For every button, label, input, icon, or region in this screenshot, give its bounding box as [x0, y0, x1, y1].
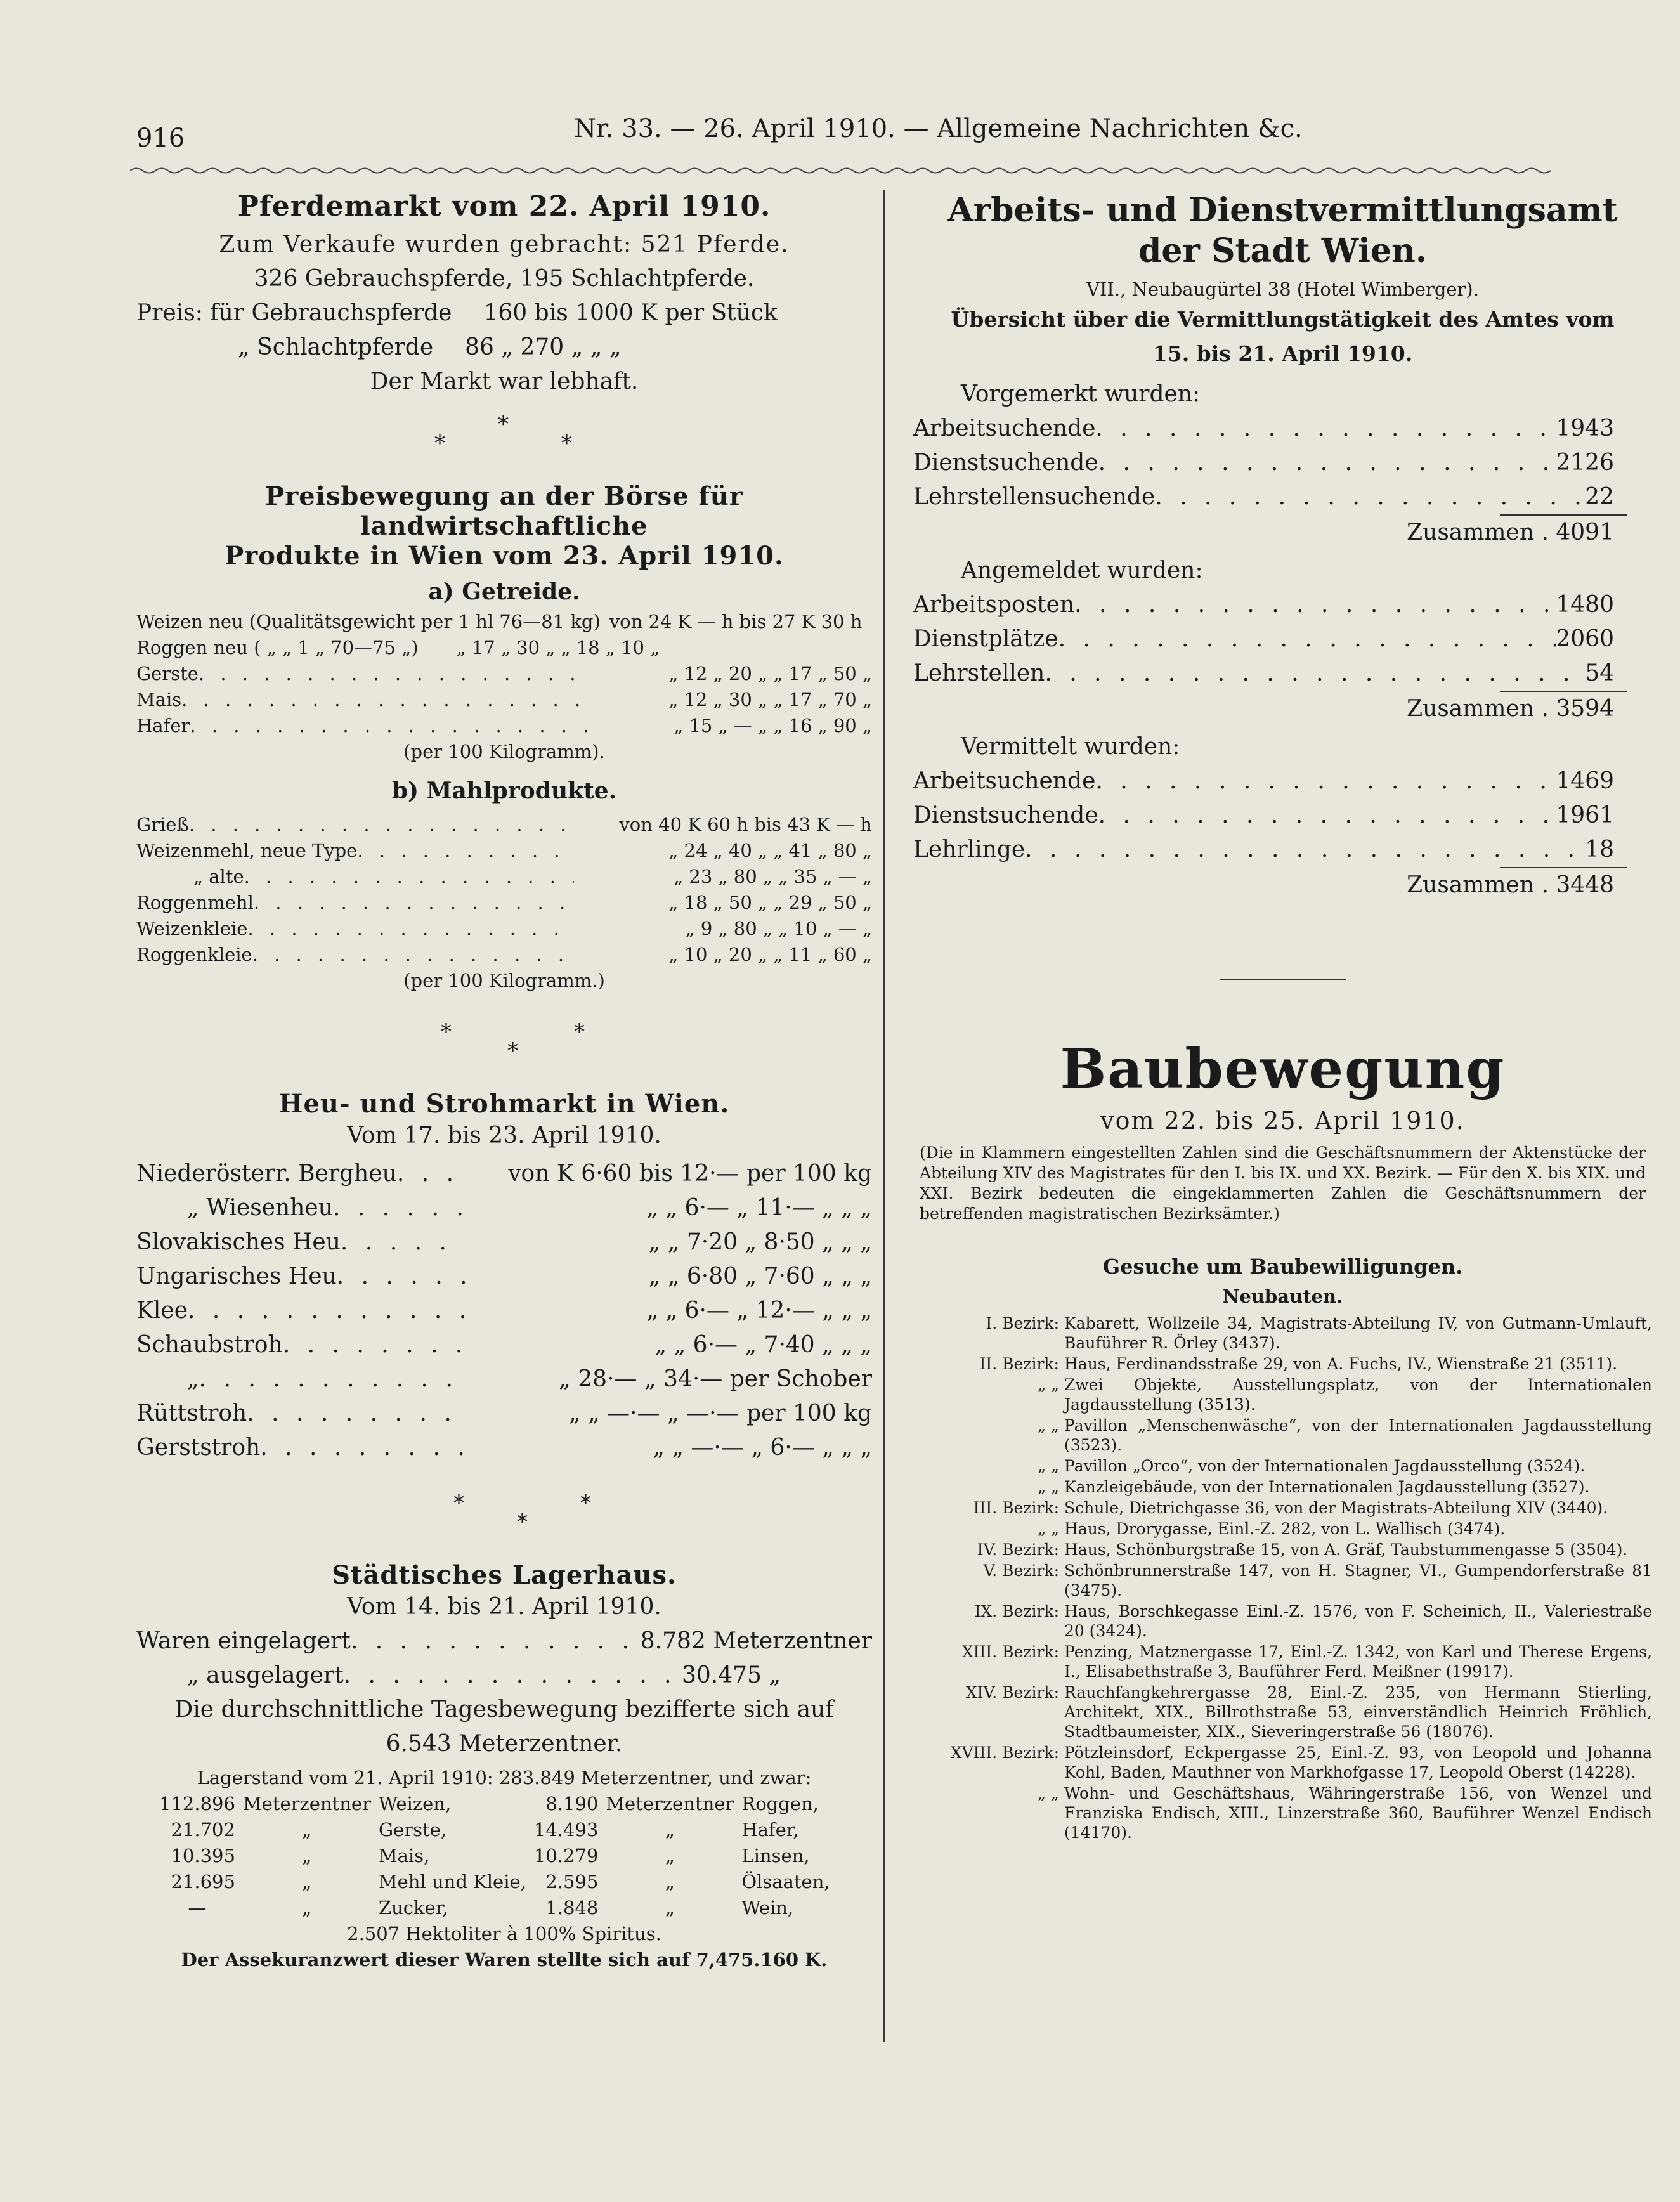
list-item: Lehrstellen . . . 54: [913, 656, 1652, 691]
list-item: Lehrstellensuchende . . . 22: [913, 480, 1652, 514]
table-row: 10.395 „ Mais, 10.279 „ Linsen,: [171, 1845, 810, 1866]
header-wavy-rule: [130, 166, 1551, 175]
table-row: Niederösterr. Bergheu . . . von K 6·60 bis 12·— per 100 kg: [136, 1157, 872, 1191]
boerse-heading-1: Preisbewegung an der Börse für landwirtschaftliche: [265, 481, 743, 541]
list-item: XVIII. Bezirk: Pötzleinsdorf, Eckpergasse 25, Einl.-Z. 93, von Leopold und Johanna Kohl, Baden, Mauthner von Markhofgasse 17, Leopold Oberst (14228).: [950, 1743, 1652, 1782]
table-row: Grieß . . . von 40 K 60 h bis 43 K — h: [136, 812, 872, 838]
gesuche-heading: Gesuche um Baubewilligungen.: [1102, 1254, 1463, 1279]
baubewegung-note: (Die in Klammern eingestellten Zahlen sind die Geschäftsnummern der Aktenstücke der Abteilung XIV des Magistrates für den I. bis IX. und XX. Bezirk. — Für den X. bis XIX. und XXI. Bezirk bedeuten die eingeklammerten Zahlen die Geschäftsnummern der betreffenden magistratischen Bezirksämter.): [920, 1143, 1646, 1223]
group-title: Angemeldet wurden:: [961, 557, 1203, 583]
boerse-sub-a: a) Getreide.: [428, 578, 580, 605]
lagerhaus-table: [155, 1791, 834, 1921]
list-item: Dienstplätze . . . 2060: [913, 622, 1652, 656]
price2-value: 86 „ 270 „ „ „: [465, 334, 622, 360]
list-item: XIV. Bezirk: Rauchfangkehrergasse 28, Einl.-Z. 235, von Hermann Stierling, Architekt, XIX., Billrothstraße 53, einverständlich Heinrich Fröhlich, Stadtbaumeister, XIX., Sieveringerstraße 56 (18076).: [965, 1683, 1652, 1741]
table-row: „ . . . „ 28·— „ 34·— per Schober: [136, 1362, 872, 1397]
baubewegung-heading: Baubewegung: [1060, 1037, 1506, 1101]
arbeitsamt-section: [913, 190, 1652, 902]
lagerhaus-spiritus: 2.507 Hektoliter à 100% Spiritus.: [347, 1923, 661, 1945]
page-number: 916: [136, 124, 185, 153]
pferdemarkt-price2: [238, 330, 872, 365]
baubewegung-section: [913, 1038, 1652, 1842]
pferdemarkt-section: [136, 190, 872, 399]
list-item: IX. Bezirk: Haus, Borschkegasse Einl.-Z. 1576, von F. Scheinich, II., Valeriestraße 20 (3424).: [974, 1602, 1652, 1640]
heu-section: [136, 1089, 872, 1465]
table-row: Slovakisches Heu . . . „ „ 7·20 „ 8·50 „ „ „: [136, 1225, 872, 1260]
lagerhaus-heading: Städtisches Lagerhaus.: [332, 1560, 677, 1590]
bezirk-entries: [913, 1313, 1652, 1842]
list-item: „ „ Pavillon „Menschenwäsche“, von der Internationalen Jagdausstellung (3523).: [1038, 1416, 1652, 1454]
table-row: Gerststroh . . . „ „ —·— „ 6·— „ „ „: [136, 1431, 872, 1465]
pferdemarkt-heading: Pferdemarkt vom 22. April 1910.: [237, 190, 771, 223]
table-row: „ alte . . . „ 23 „ 80 „ „ 35 „ — „: [136, 864, 872, 890]
lagerhaus-out: „ ausgelagert . . . 30.475 „: [136, 1658, 872, 1693]
separator-stars: * * *: [453, 1490, 591, 1535]
table-row: Schaubstroh . . . „ „ 6·— „ 7·40 „ „ „: [136, 1328, 872, 1362]
getreide-list: [136, 609, 872, 739]
boerse-heading-2: Produkte in Wien vom 23. April 1910.: [225, 541, 784, 571]
boerse-note-a: (per 100 Kilogramm).: [403, 741, 605, 762]
arbeitsamt-group-3: [913, 730, 1652, 902]
group-sum: Zusammen . 3594: [1407, 696, 1614, 722]
list-item: IV. Bezirk: Haus, Schönburgstraße 15, von A. Gräf, Taubstummengasse 5 (3504).: [977, 1541, 1628, 1559]
lagerhaus-assekuranz: Der Assekuranzwert dieser Waren stellte sich auf 7,475.160 K.: [181, 1949, 828, 1971]
right-column: [913, 190, 1652, 1844]
list-item: Arbeitsuchende . . . 1943: [913, 412, 1652, 446]
separator-stars: * * *: [434, 412, 572, 456]
list-item: „ „ Pavillon „Orco“, von der Internationalen Jagdausstellung (3524).: [1038, 1457, 1586, 1475]
table-row: Weizenmehl, neue Type . . . „ 24 „ 40 „ „ 41 „ 80 „: [136, 838, 872, 864]
pferdemarkt-price1: [136, 296, 872, 330]
section-divider: [1220, 979, 1346, 980]
group-title: Vermittelt wurden:: [961, 734, 1180, 760]
table-row: Weizen neu (Qualitätsgewicht per 1 hl 76—81 kg) von 24 K — h bis 27 K 30 h: [136, 611, 863, 632]
list-item: III. Bezirk: Schule, Dietrichgasse 36, von der Magistrats-Abteilung XIV (3440).: [973, 1499, 1608, 1517]
list-item: II. Bezirk: Haus, Ferdinandsstraße 29, von A. Fuchs, IV., Wienstraße 21 (3511).: [979, 1355, 1618, 1373]
arbeitsamt-heading-1: Arbeits- und Dienstvermittlungsamt: [947, 191, 1618, 230]
price2-label: „ Schlachtpferde: [238, 334, 434, 360]
lagerhaus-stand: Lagerstand vom 21. April 1910: 283.849 Meterzentner, und zwar:: [197, 1767, 812, 1788]
mahl-list: [136, 812, 872, 968]
table-row: Klee . . . „ „ 6·— „ 12·— „ „ „: [136, 1294, 872, 1328]
table-row: Ungarisches Heu . . . „ „ 6·80 „ 7·60 „ „ „: [136, 1260, 872, 1294]
list-item: Dienstsuchende . . . 2126: [913, 446, 1652, 480]
table-row: Gerste . . . „ 12 „ 20 „ „ 17 „ 50 „: [136, 661, 872, 687]
separator-stars: * * *: [441, 1019, 585, 1064]
arbeitsamt-address: VII., Neubaugürtel 38 (Hotel Wimberger).: [1086, 278, 1479, 300]
table-row: „ Wiesenheu . . . „ „ 6·— „ 11·— „ „ „: [136, 1191, 872, 1225]
pferdemarkt-line2: 326 Gebrauchspferde, 195 Schlachtpferde.: [254, 266, 755, 292]
table-row: Roggenkleie . . . „ 10 „ 20 „ „ 11 „ 60 „: [136, 942, 872, 968]
boerse-sub-b: b) Mahlprodukte.: [391, 778, 617, 804]
heu-sub: Vom 17. bis 23. April 1910.: [347, 1123, 661, 1149]
table-row: 21.695 „ Mehl und Kleie, 2.595 „ Ölsaaten,: [171, 1871, 830, 1893]
arbeitsamt-sub-2: 15. bis 21. April 1910.: [1152, 341, 1413, 366]
table-row: Weizenkleie . . . „ 9 „ 80 „ „ 10 „ — „: [136, 916, 872, 942]
boerse-section: [136, 481, 872, 994]
table-row: Rüttstroh . . . „ „ —·— „ —·— per 100 kg: [136, 1397, 872, 1431]
lagerhaus-section: [136, 1560, 872, 1973]
pferdemarkt-line1: Zum Verkaufe wurden gebracht: 521 Pferde.: [219, 231, 790, 257]
table-row: Roggenmehl . . . „ 18 „ 50 „ „ 29 „ 50 „: [136, 890, 872, 916]
table-row: Roggen neu ( „ „ 1 „ 70—75 „) „ 17 „ 30 „ „ 18 „ 10 „: [136, 637, 660, 658]
baubewegung-sub: vom 22. bis 25. April 1910.: [1100, 1107, 1465, 1135]
arbeitsamt-heading-2: der Stadt Wien.: [1138, 231, 1427, 270]
group-title: Vorgemerkt wurden:: [961, 381, 1201, 407]
heu-list: [136, 1157, 872, 1465]
group-sum: Zusammen . 3448: [1407, 872, 1614, 898]
arbeitsamt-group-2: [913, 554, 1652, 726]
list-item: „ „ Haus, Drorygasse, Einl.-Z. 282, von L. Wallisch (3474).: [1038, 1520, 1506, 1538]
column-divider: [883, 190, 885, 2042]
list-item: „ „ Kanzleigebäude, von der Internationalen Jagdausstellung (3527).: [1038, 1478, 1590, 1496]
heu-heading: Heu- und Strohmarkt in Wien.: [278, 1089, 730, 1119]
price1-value: 160 bis 1000 K per Stück: [483, 300, 778, 326]
left-column: [136, 190, 872, 1973]
table-row: 112.896 Meterzentner Weizen, 8.190 Meterzentner Roggen,: [159, 1793, 819, 1814]
lagerhaus-text1: Die durchschnittliche Tagesbewegung bezifferte sich auf: [174, 1697, 834, 1723]
table-row: 21.702 „ Gerste, 14.493 „ Hafer,: [171, 1819, 799, 1840]
boerse-note-b: (per 100 Kilogramm.): [403, 970, 605, 991]
neubauten-heading: Neubauten.: [1222, 1286, 1343, 1307]
list-item: Lehrlinge . . . 18: [913, 833, 1652, 867]
list-item: Arbeitsposten . . . 1480: [913, 588, 1652, 622]
list-item: I. Bezirk: Kabarett, Wollzeile 34, Magistrats-Abteilung IV, von Gutmann-Umlauft, Bauführer R. Örley (3437).: [986, 1314, 1652, 1352]
lagerhaus-sub: Vom 14. bis 21. April 1910.: [347, 1594, 661, 1620]
group-sum: Zusammen . 4091: [1407, 519, 1614, 545]
table-row: — „ Zucker, 1.848 „ Wein,: [188, 1897, 794, 1919]
list-item: Dienstsuchende . . . 1961: [913, 798, 1652, 833]
price1-label: Preis: für Gebrauchspferde: [136, 300, 452, 326]
list-item: „ „ Zwei Objekte, Ausstellungsplatz, von der Internationalen Jagdausstellung (3513).: [1038, 1376, 1652, 1414]
list-item: „ „ Wohn- und Geschäftshaus, Währingerstraße 156, von Wenzel und Franziska Endisch, XIII., Linzerstraße 360, Bauführer Wenzel Endisch (14170).: [1038, 1784, 1652, 1842]
table-row: Mais . . . „ 12 „ 30 „ „ 17 „ 70 „: [136, 687, 872, 713]
list-item: V. Bezirk: Schönbrunnerstraße 147, von H. Stagner, VI., Gumpendorferstraße 81 (3475).: [983, 1561, 1652, 1599]
list-item: Arbeitsuchende . . . 1469: [913, 764, 1652, 798]
arbeitsamt-sub-1: Übersicht über die Vermittlungstätigkeit des Amtes vom: [951, 307, 1615, 332]
lagerhaus-in: Waren eingelagert . . . 8.782 Meterzentner: [136, 1624, 872, 1658]
running-title: Nr. 33. — 26. April 1910. — Allgemeine Nachrichten &c.: [574, 114, 1303, 143]
list-item: XIII. Bezirk: Penzing, Matznergasse 17, Einl.-Z. 1342, von Karl und Therese Ergens, I., Elisabethstraße 3, Bauführer Ferd. Meißner (19917).: [961, 1643, 1652, 1681]
page-header: [136, 108, 1544, 159]
arbeitsamt-group-1: [913, 377, 1652, 550]
table-row: Hafer . . . „ 15 „ — „ „ 16 „ 90 „: [136, 713, 872, 739]
lagerhaus-text2: 6.543 Meterzentner.: [386, 1731, 623, 1757]
pferdemarkt-line3: Der Markt war lebhaft.: [370, 368, 639, 394]
